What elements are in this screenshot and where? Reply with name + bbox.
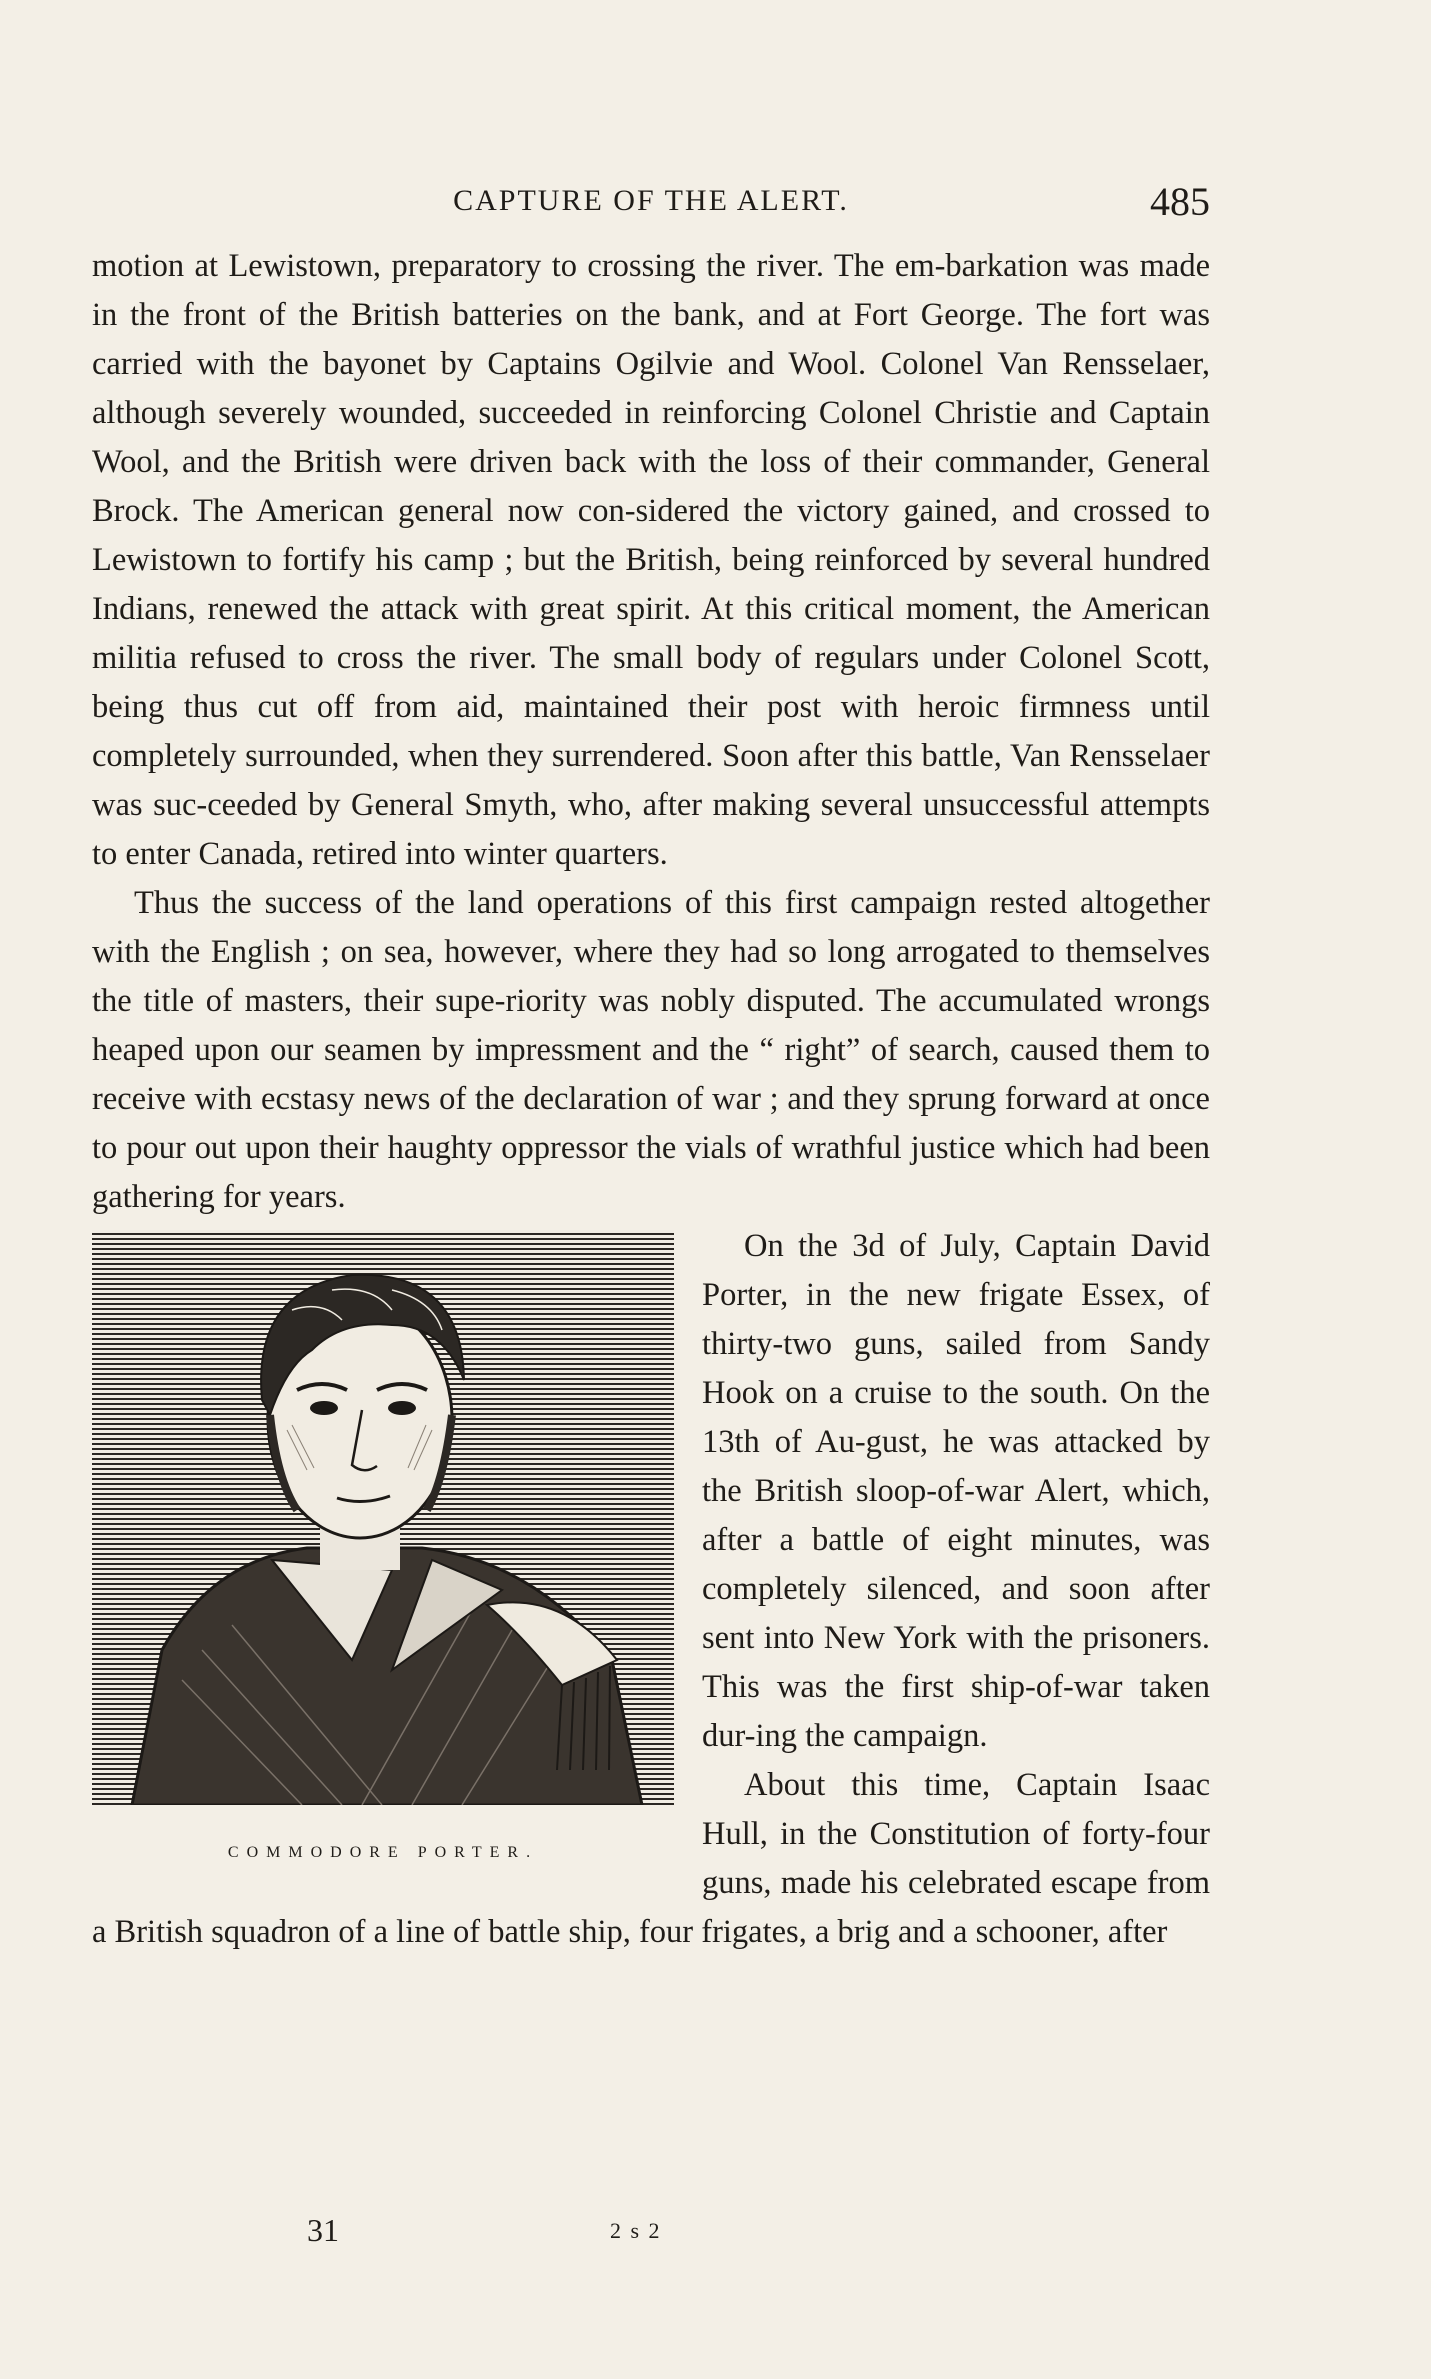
portrait-figure [92, 1230, 686, 1872]
portrait-caption: COMMODORE PORTER. [227, 1844, 539, 1861]
page-footer [92, 2212, 1210, 2262]
paragraph-essex-alert: On the 3d of July, Captain David Porter, in the new frigate Essex, of thirty-two guns, sailed from Sandy Hook on a cruise to the south. On the 13th of Au-gust, he was attacked by the British sloop-of-war Alert, which, after a battle of eight minutes, was completely silenced, and soon after sent into New York with the prisoners. This was the first ship-of-war taken dur-ing the campaign. [702, 1228, 1210, 1754]
running-head: CAPTURE OF THE ALERT. [453, 184, 849, 217]
paragraph-lewistown: motion at Lewistown, preparatory to crossing the river. The em-barkation was made in the front of the British batteries on the bank, and at Fort George. The fort was carried with the bayonet by Captains Ogilvie and Wool. Colonel Van Rensselaer, although severely wounded, succeeded in reinforcing Colonel Christie and Captain Wool, and the British were driven back with the loss of their commander, General Brock. The American general now con-sidered the victory gained, and crossed to Lewistown to fortify his camp ; but the British, being reinforced by several hundred Indians, renewed the attack with great spirit. At this critical moment, the American militia refused to cross the river. The small body of regulars under Colonel Scott, being thus cut off from aid, maintained their post with heroic firmness until completely surrounded, when they surrendered. Soon after this battle, Van Rensselaer was suc-ceeded by General Smyth, who, after making several unsuccessful attempts to enter Canada, retired into winter quarters. [92, 248, 1210, 872]
signature-mark: 2 s 2 [610, 2218, 662, 2243]
signature-number: 31 [307, 2212, 339, 2248]
page-number: 485 [1150, 179, 1210, 224]
page-header [92, 178, 1210, 228]
paragraph-hull-escape: About this time, Captain Isaac Hull, in the Constitution of forty-four guns, made his celebrated escape from a British squadron of a line of battle ship, four frigates, a brig and a schooner, after [92, 1767, 1210, 1950]
commodore-porter-portrait [92, 1230, 674, 1805]
portrait-engraving [92, 1230, 674, 1805]
body-text [92, 242, 1210, 1957]
paragraph-sea-campaign: Thus the success of the land operations of this first campaign rested altogether with the English ; on sea, however, where they had so long arrogated to themselves the title of masters, their supe-riority was nobly disputed. The accumulated wrongs heaped upon our seamen by impressment and the “ right” of search, caused them to receive with ecstasy news of the declaration of war ; and they sprung forward at once to pour out upon their haughty oppressor the vials of wrathful justice which had been gathering for years. [92, 885, 1210, 1215]
